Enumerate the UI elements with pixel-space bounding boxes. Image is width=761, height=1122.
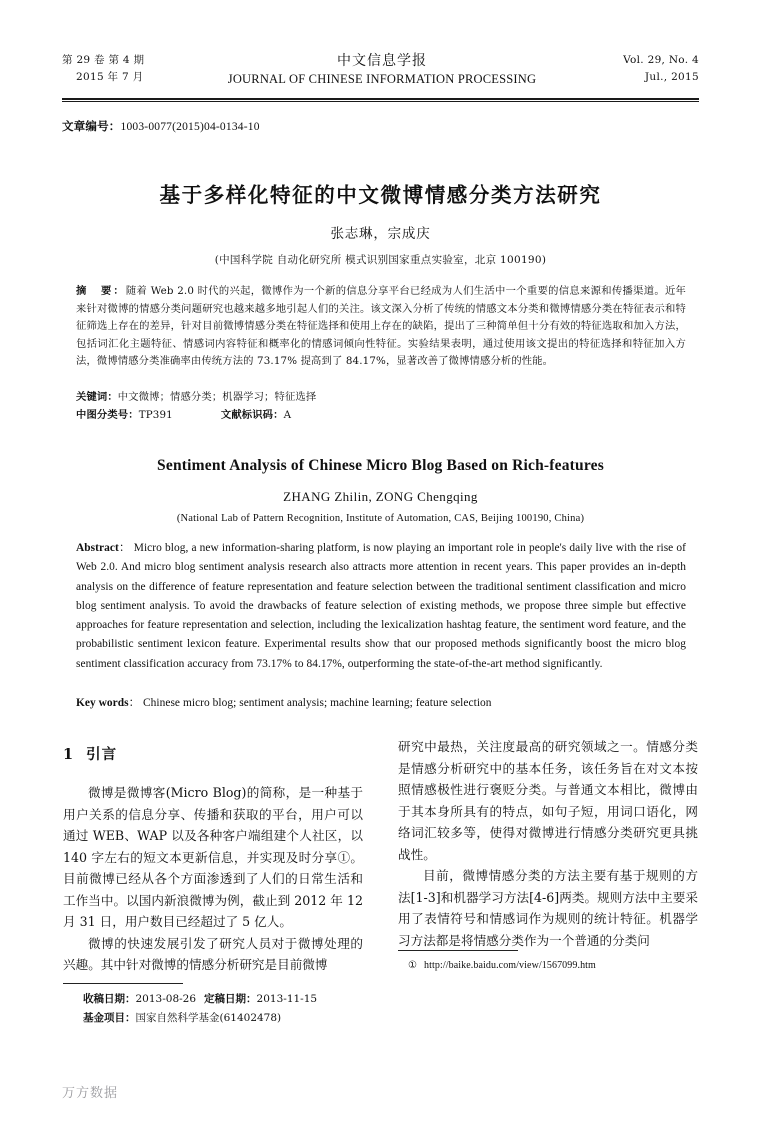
keywords-text-en: ： Chinese micro blog; sentiment analysis; machine learning; feature selection — [128, 697, 492, 709]
date-en: Jul., 2015 — [644, 71, 699, 83]
abstract-text-en: ： Micro blog, a new information-sharing platform, is now playing an important role in people's daily live with the rise of Web 2.0. And micro blog sentiment analysis research also attracts more attention in recent years. This paper provides an in-depth analysis on the difference of feature representation and feature selection between the traditional sentiment classification and micro blog sentiment analysis. To avoid the drawbacks of feature selection of existing methods, we propose three simple but effective approaches for feature representation and selection, including the lexicalization hashtag feature, the sentiment word feature, and the probabilistic sentiment lexicon feature. Experimental results show that our proposed methods significantly boost the micro blog sentiment classification accuracy from 73.17% to 84.17%, outperforming the state-of-the-art method significantly. — [76, 542, 686, 670]
watermark-wanfang: 万方数据 — [62, 1086, 119, 1101]
abstract-text-cn: 随着 Web 2.0 时代的兴起，微博作为一个新的信息分享平台已经成为人们生活中一个重要的信息来源和传播渠道。近年来针对微博的情感分类问题研究也越来越多地引起人们的关注。该文深入分析了传统的情感文本分类和微博情感分类在特征表示和特征筛选上存在的差异，针对目前微博情感分类在特征选择和使用上存在的缺陷，提出了三种简单但十分有效的特征选取和加入方法，包括词汇化主题特征、情感词内容特征和概率化的情感词倾向性特征。实验结果表明，通过使用该文提出的特征选择和特征加入方法，微博情感分类准确率由传统方法的 73.17% 提高到了 84.17%，显著改善了微博情感分析的性能。 — [76, 285, 687, 368]
affiliation-cn: (中国科学院 自动化研究所 模式识别国家重点实验室，北京 100190) — [214, 254, 547, 266]
fund-label: 基金项目： — [83, 1012, 136, 1024]
footnote-marker: ① — [408, 960, 418, 971]
keywords-text-cn: 中文微博；情感分类；机器学习；特征选择 — [117, 391, 317, 403]
volume-issue-en: Vol. 29, No. 4 — [623, 54, 699, 66]
paragraph: 微博的快速发展引发了研究人员对于微博处理的兴趣。其中针对微博的情感分析研究是目前微博 — [63, 935, 363, 972]
volume-issue-cn: 第 29 卷 第 4 期 — [62, 54, 145, 66]
journal-title-en: JOURNAL OF CHINESE INFORMATION PROCESSING — [227, 72, 537, 86]
keywords-label-en: Key words — [76, 697, 129, 709]
received-value: 2013-08-26 — [135, 993, 197, 1005]
page-title-cn: 基于多样化特征的中文微博情感分类方法研究 — [159, 183, 602, 207]
body-column-right — [398, 736, 698, 951]
masthead-rule — [62, 98, 699, 102]
masthead — [62, 52, 699, 98]
abstract-cn — [76, 283, 686, 371]
accepted-label: 定稿日期： — [204, 993, 257, 1005]
abstract-label-cn: 摘 要： — [76, 285, 126, 297]
footnote-dates — [63, 990, 363, 1009]
footnote-rule-right — [398, 950, 518, 951]
doc-code-value: A — [283, 409, 292, 421]
date-cn: 2015 年 7 月 — [76, 71, 144, 83]
masthead-right — [549, 52, 699, 86]
journal-title-cn: 中文信息学报 — [337, 53, 427, 69]
affiliation-en: (National Lab of Pattern Recognition, Institute of Automation, CAS, Beijing 100190, China) — [176, 513, 585, 524]
doc-code-label: 文献标识码： — [220, 409, 284, 421]
fund-value: 国家自然科学基金(61402478) — [135, 1012, 282, 1024]
abstract-en — [76, 539, 686, 674]
footnote-fund — [63, 1009, 363, 1028]
masthead-center — [227, 52, 537, 88]
body-column-left — [63, 744, 363, 976]
section-number-1: 1 — [63, 746, 75, 763]
paragraph: 微博是微博客(Micro Blog)的简称，是一种基于用户关系的信息分享、传播和获取的平台，用户可以通过 WEB、WAP 以及各种客户端组建个人社区，以 140 字左右的短文本更新信息，并实现及时分享①。目前微博已经从各个方面渗透到了人们的日常生活和工作当中。以国内新浪微博为例，截止到 2012 年 12 月 31 日，用户数目已经超过了 5 亿人。 — [63, 785, 363, 929]
accepted-value: 2013-11-15 — [256, 993, 318, 1005]
keywords-en — [76, 694, 686, 713]
received-label: 收稿日期： — [83, 993, 136, 1005]
article-number-value: 1003-0077(2015)04-0134-10 — [120, 121, 260, 133]
footnote-left — [63, 990, 363, 1028]
section-title-1: 引言 — [86, 746, 118, 763]
authors-cn: 张志琳，宗成庆 — [330, 226, 431, 242]
footnote-url[interactable]: http://baike.baidu.com/view/1567099.htm — [424, 960, 596, 971]
abstract-label-en: Abstract — [76, 542, 119, 554]
page-title-en: Sentiment Analysis of Chinese Micro Blog Based on Rich-features — [157, 457, 604, 474]
clc-row — [76, 407, 686, 425]
clc-value: TP391 — [138, 409, 173, 421]
keywords-label-cn: 关键词： — [76, 391, 118, 403]
paragraph: 目前，微博情感分类的方法主要有基于规则的方法[1-3]和机器学习方法[4-6]两类。规则方法中主要采用了表情符号和情感词作为规则的统计特征。机器学习方法都是将情感分类作为一个普通的分类问 — [398, 868, 698, 948]
clc-label: 中图分类号： — [76, 409, 139, 421]
paragraph: 研究中最热，关注度最高的研究领域之一。情感分类是情感分析研究中的基本任务，该任务旨在对文本按照情感极性进行褒贬分类。与普通文本相比，微博由于其本身所具有的特点，如句子短，用词口语化，网络词汇较多等，使得对微博进行情感分类研究更具挑战性。 — [398, 739, 698, 862]
article-number-label: 文章编号： — [62, 119, 121, 133]
article-number — [62, 118, 260, 134]
keywords-cn — [76, 389, 686, 407]
authors-en: ZHANG Zhilin, ZONG Chengqing — [283, 489, 478, 504]
footnote-rule-left — [63, 983, 183, 984]
section-heading-1 — [63, 744, 363, 766]
footnote-right — [398, 957, 698, 975]
